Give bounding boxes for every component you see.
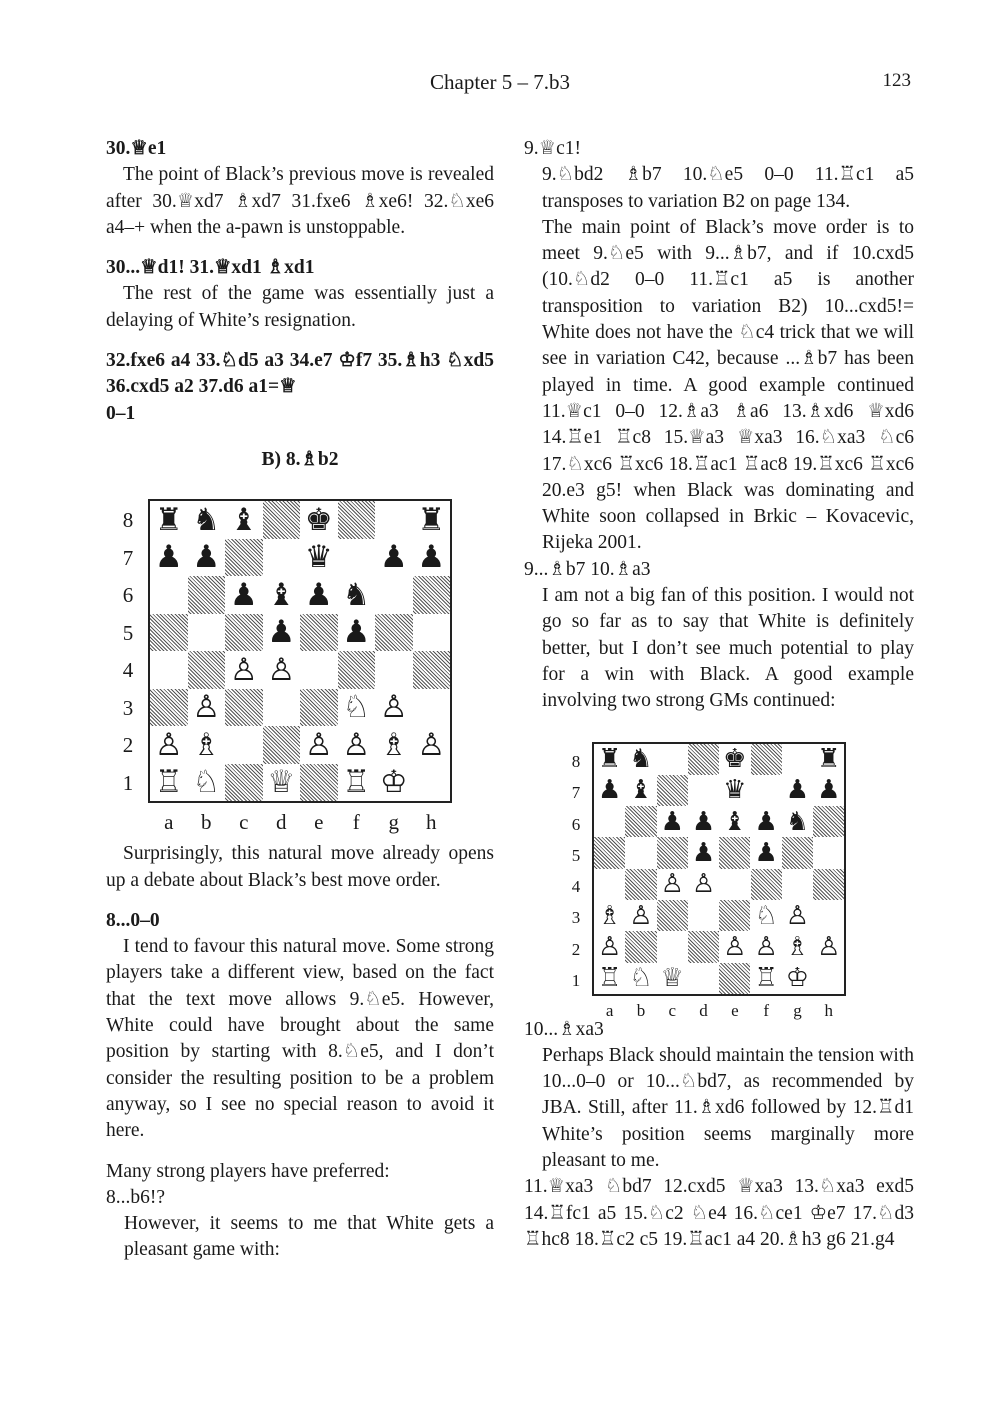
board-square-g4 <box>782 869 813 900</box>
chess-piece-g3: ♙ <box>782 900 813 931</box>
board-square-f4 <box>338 651 376 689</box>
file-label: d <box>276 810 287 835</box>
chess-piece-c4: ♙ <box>225 651 263 689</box>
board-square-f8 <box>751 744 782 775</box>
chess-piece-g2: ♗ <box>782 931 813 962</box>
chess-piece-c1: ♕ <box>657 963 688 994</box>
rank-label: 6 <box>122 583 134 608</box>
chess-piece-h7: ♟ <box>413 539 451 577</box>
board-square-f8 <box>338 501 376 539</box>
file-label: b <box>201 810 212 835</box>
right-column <box>524 136 914 1253</box>
board-square-h6 <box>413 576 451 614</box>
board-square-c1 <box>225 764 263 802</box>
chess-piece-c6: ♟ <box>657 806 688 837</box>
chess-piece-a7: ♟ <box>150 539 188 577</box>
chess-piece-g6: ♞ <box>782 806 813 837</box>
chess-piece-c8: ♝ <box>225 501 263 539</box>
board-square-g8 <box>375 501 413 539</box>
rank-label: 8 <box>122 508 134 533</box>
board-square-g4 <box>375 651 413 689</box>
rank-label: 5 <box>571 845 581 865</box>
chess-piece-e6: ♝ <box>719 806 750 837</box>
move-heading: 8...0–0 <box>106 909 160 931</box>
board-square-e3 <box>300 689 338 727</box>
move-heading: 32.fxe6 a4 33.♘d5 a3 34.e7 ♔f7 35.♗h3 ♘xd5 36.cxd5 a2 37.d6 a1=♕ <box>106 350 494 398</box>
chess-piece-e7: ♛ <box>300 539 338 577</box>
chess-piece-h8: ♜ <box>413 501 451 539</box>
rank-label: 7 <box>571 783 581 803</box>
chess-piece-b7: ♝ <box>625 775 656 806</box>
board-square-e3 <box>719 900 750 931</box>
chess-piece-a1: ♖ <box>594 963 625 994</box>
board-square-d7 <box>263 539 301 577</box>
file-label: f <box>763 1000 769 1020</box>
page-header <box>0 70 1000 100</box>
paragraph: Surprisingly, this natural move already opens up a debate about Black’s best move order. <box>106 843 494 891</box>
file-label: e <box>731 1000 739 1020</box>
board-square-e4 <box>719 869 750 900</box>
file-label: h <box>426 810 437 835</box>
chess-piece-f1: ♖ <box>751 963 782 994</box>
board-square-f4 <box>751 869 782 900</box>
board-square-f7 <box>338 539 376 577</box>
board-square-h1 <box>413 764 451 802</box>
rank-label: 2 <box>571 939 581 959</box>
chess-piece-f6: ♞ <box>338 576 376 614</box>
move-heading: 30.♕e1 <box>106 138 167 159</box>
rank-label: 6 <box>571 814 581 834</box>
chess-piece-a1: ♖ <box>150 764 188 802</box>
board-square-a5 <box>594 837 625 868</box>
move-line: 8...b6!? <box>106 1186 166 1208</box>
board-square-d8 <box>688 744 719 775</box>
board-square-c2 <box>225 726 263 764</box>
file-label: h <box>824 1000 833 1020</box>
paragraph: I am not a big fan of this position. I would not go so far as to say that White is definitely better, but I don’t see much potential to play for a win with Black. A good example involving two strong GMs continued: <box>542 585 914 712</box>
chess-piece-b1: ♘ <box>625 963 656 994</box>
file-label: f <box>352 810 360 835</box>
game-result: 0–1 <box>106 402 136 424</box>
board-square-g5 <box>375 614 413 652</box>
file-label: d <box>699 1000 708 1020</box>
file-label: c <box>668 1000 677 1020</box>
board-square-e5 <box>300 614 338 652</box>
chess-piece-a3: ♗ <box>594 900 625 931</box>
chess-piece-g3: ♙ <box>375 689 413 727</box>
chess-piece-f1: ♖ <box>338 764 376 802</box>
chess-piece-b8: ♞ <box>625 744 656 775</box>
board-square-a4 <box>150 651 188 689</box>
move-line: 10...♗xa3 <box>524 1018 604 1040</box>
file-label: b <box>636 1000 646 1020</box>
board-square-h1 <box>813 963 844 994</box>
board-square-a6 <box>150 576 188 614</box>
rank-label: 2 <box>122 733 134 758</box>
chess-piece-g1: ♔ <box>782 963 813 994</box>
rank-label: 7 <box>122 545 134 570</box>
chess-piece-a7: ♟ <box>594 775 625 806</box>
move-heading: 30...♕d1! 31.♕xd1 ♗xd1 <box>106 257 315 279</box>
board-square-h3 <box>413 689 451 727</box>
board-square-b5 <box>625 837 656 868</box>
chess-piece-d1: ♕ <box>263 764 301 802</box>
chess-piece-e6: ♟ <box>300 576 338 614</box>
left-column <box>106 136 494 1264</box>
chess-piece-g2: ♗ <box>375 726 413 764</box>
chess-piece-b8: ♞ <box>188 501 226 539</box>
chess-piece-h2: ♙ <box>413 726 451 764</box>
chess-diagram-2 <box>524 715 914 1020</box>
board-square-f7 <box>751 775 782 806</box>
board-square-d2 <box>263 726 301 764</box>
paragraph: Many strong players have preferred: <box>106 1160 390 1182</box>
paragraph: 11.♕xa3 ♘bd7 12.cxd5 ♕xa3 13.♘xa3 exd5 14.♖fc1 a5 15.♘c2 ♘e4 16.♘ce1 ♔e7 17.♘d3 ♖hc8 18.♖c2 c5 19.♖ac1 a4 20.♗h3 g6 21.g4 <box>524 1176 914 1250</box>
file-label: g <box>793 1000 802 1020</box>
board-square-e4 <box>300 651 338 689</box>
board-square-h6 <box>813 806 844 837</box>
section-title: B) 8.♗b2 <box>261 448 339 470</box>
chess-piece-a2: ♙ <box>594 931 625 962</box>
board-square-a5 <box>150 614 188 652</box>
rank-label: 4 <box>571 877 581 897</box>
chess-piece-a8: ♜ <box>594 744 625 775</box>
page-number: 123 <box>882 70 911 91</box>
paragraph: Perhaps Black should maintain the tension with 10...0–0 or 10...♘bd7, as recommended by JBA. Still, after 11.♗xd6 followed by 12.♖d1 White’s position seems marginally more pleasant to me. <box>542 1044 914 1172</box>
chess-piece-d5: ♟ <box>263 614 301 652</box>
chess-piece-f6: ♟ <box>751 806 782 837</box>
board-square-d1 <box>688 963 719 994</box>
board-square-d8 <box>263 501 301 539</box>
rank-label: 3 <box>122 695 134 720</box>
board-square-h4 <box>413 651 451 689</box>
board-square-c3 <box>657 900 688 931</box>
paragraph: The rest of the game was essentially just a delaying of White’s resignation. <box>106 283 494 331</box>
board-square-e1 <box>300 764 338 802</box>
chess-diagram-1 <box>106 473 494 841</box>
board-square-c5 <box>657 837 688 868</box>
chess-piece-f3: ♘ <box>338 689 376 727</box>
chess-piece-d4: ♙ <box>688 869 719 900</box>
board-square-h5 <box>813 837 844 868</box>
board-square-c7 <box>225 539 263 577</box>
chess-board <box>148 499 452 803</box>
chess-piece-e7: ♛ <box>719 775 750 806</box>
chess-piece-c6: ♟ <box>225 576 263 614</box>
board-square-e1 <box>719 963 750 994</box>
board-square-a3 <box>150 689 188 727</box>
chess-piece-b7: ♟ <box>188 539 226 577</box>
board-square-h3 <box>813 900 844 931</box>
paragraph: However, it seems to me that White gets a pleasant game with: <box>124 1213 494 1261</box>
rank-label: 1 <box>571 971 581 991</box>
board-square-c2 <box>657 931 688 962</box>
chess-piece-d6: ♟ <box>688 806 719 837</box>
rank-label: 4 <box>122 658 134 683</box>
chess-piece-h2: ♙ <box>813 931 844 962</box>
chess-piece-b3: ♙ <box>188 689 226 727</box>
board-square-b6 <box>625 806 656 837</box>
chess-piece-a8: ♜ <box>150 501 188 539</box>
paragraph: I tend to favour this natural move. Some strong players take a different view, based on the fact that the text move allows 9.♘e5. However, White could have brought about the same position by starting with 8.♘e5, and I don’t consider the resulting position to be a problem anyway, so I see no special reason to avoid it here. <box>106 936 494 1142</box>
rank-label: 3 <box>571 908 581 928</box>
rank-label: 5 <box>122 620 134 645</box>
chess-piece-d5: ♟ <box>688 837 719 868</box>
chess-piece-h7: ♟ <box>813 775 844 806</box>
board-square-c8 <box>657 744 688 775</box>
board-square-a6 <box>594 806 625 837</box>
chess-piece-e8: ♚ <box>300 501 338 539</box>
board-square-e5 <box>719 837 750 868</box>
board-square-b6 <box>188 576 226 614</box>
chess-board <box>592 742 846 996</box>
board-square-a4 <box>594 869 625 900</box>
chess-piece-d6: ♝ <box>263 576 301 614</box>
paragraph: The main point of Black’s move order is to meet 9.♘e5 with 9...♗b7, and if 10.cxd5 (10.♘d2 0–0 11.♖c1 a5 is another transposition to variation B2) 10...cxd5!= White does not have the ♘c4 trick that we will see in variation C42, because ...♗b7 has been played in time. A good example continued 11.♕c1 0–0 12.♗a3 ♗a6 13.♗xd6 ♕xd6 14.♖e1 ♖c8 15.♕a3 ♕xa3 16.♘xa3 ♘c6 17.♘xc6 ♖xc6 18.♖ac1 ♖ac8 19.♖xc6 ♖xc6 20.e3 g5! when Black was dominating and White soon collapsed in Brkic – Kovacevic, Rijeka 2001. <box>542 216 914 554</box>
chess-piece-c4: ♙ <box>657 869 688 900</box>
chess-piece-e8: ♚ <box>719 744 750 775</box>
board-square-b4 <box>625 869 656 900</box>
board-square-b4 <box>188 651 226 689</box>
board-square-b2 <box>625 931 656 962</box>
chess-piece-g7: ♟ <box>375 539 413 577</box>
move-line: 9...♗b7 10.♗a3 <box>524 558 651 580</box>
file-label: g <box>388 810 399 835</box>
board-square-g6 <box>375 576 413 614</box>
chess-piece-b3: ♙ <box>625 900 656 931</box>
board-square-h4 <box>813 869 844 900</box>
file-label: a <box>164 810 174 835</box>
chess-piece-e2: ♙ <box>300 726 338 764</box>
rank-label: 8 <box>571 751 581 771</box>
board-square-d3 <box>688 900 719 931</box>
chess-piece-a2: ♙ <box>150 726 188 764</box>
chess-piece-f3: ♘ <box>751 900 782 931</box>
chess-piece-d4: ♙ <box>263 651 301 689</box>
chess-piece-f5: ♟ <box>751 837 782 868</box>
board-square-c7 <box>657 775 688 806</box>
board-square-d7 <box>688 775 719 806</box>
chess-piece-g1: ♔ <box>375 764 413 802</box>
chapter-title: Chapter 5 – 7.b3 <box>430 70 570 94</box>
paragraph: The point of Black’s previous move is revealed after 30.♕xd7 ♗xd7 31.fxe6 ♗xe6! 32.♘xe6 a4–+ when the a-pawn is unstoppable. <box>106 164 494 238</box>
file-label: a <box>605 1000 614 1020</box>
paragraph: 9.♘bd2 ♗b7 10.♘e5 0–0 11.♖c1 a5 transposes to variation B2 on page 134. <box>542 164 914 212</box>
chess-piece-f2: ♙ <box>751 931 782 962</box>
board-square-g8 <box>782 744 813 775</box>
file-label: e <box>314 810 324 835</box>
board-square-d3 <box>263 689 301 727</box>
chess-piece-f5: ♟ <box>338 614 376 652</box>
board-square-c5 <box>225 614 263 652</box>
chess-piece-h8: ♜ <box>813 744 844 775</box>
chess-piece-b2: ♗ <box>188 726 226 764</box>
chess-piece-g7: ♟ <box>782 775 813 806</box>
chess-piece-e2: ♙ <box>719 931 750 962</box>
board-square-g5 <box>782 837 813 868</box>
rank-label: 1 <box>122 770 134 795</box>
chess-piece-b1: ♘ <box>188 764 226 802</box>
file-label: c <box>239 810 249 835</box>
move-line: 9.♕c1! <box>524 138 582 159</box>
board-square-d2 <box>688 931 719 962</box>
board-square-c3 <box>225 689 263 727</box>
board-square-b5 <box>188 614 226 652</box>
board-square-h5 <box>413 614 451 652</box>
chess-piece-f2: ♙ <box>338 726 376 764</box>
